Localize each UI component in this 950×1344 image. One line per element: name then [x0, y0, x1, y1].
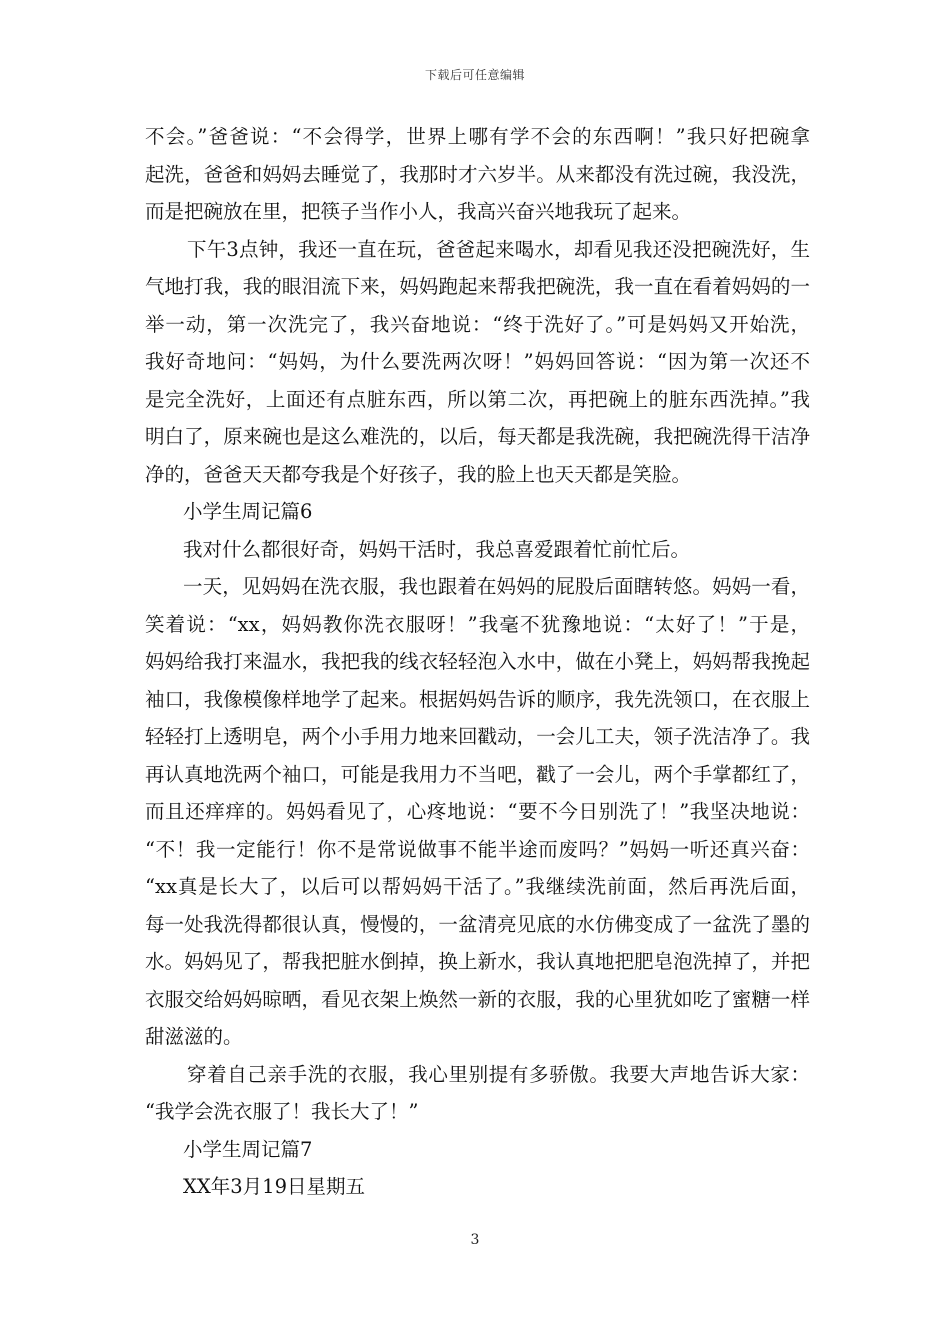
text-line: 我对什么都很好奇，妈妈干活时，我总喜爱跟着忙前忙后。 — [183, 537, 691, 561]
text-line: 一天，见妈妈在洗衣服，我也跟着在妈妈的屁股后面瞎转悠。妈妈一看， — [183, 575, 810, 598]
page-number: 3 — [470, 1232, 480, 1248]
text-line: 明白了，原来碗也是这么难洗的，以后，每天都是我洗碗，我把碗洗得干洁净 — [145, 425, 810, 448]
text-line: 而是把碗放在里，把筷子当作小人，我高兴奋兴地我玩了起来。 — [145, 200, 692, 223]
text-line: “不！我一定能行！你不是常说做事不能半途而废吗？”妈妈一听还真兴奋： — [145, 837, 810, 861]
text-line: 不会。”爸爸说：“不会得学，世界上哪有学不会的东西啊！”我只好把碗拿 — [145, 125, 810, 148]
paragraph — [145, 118, 810, 231]
text-line: 气地打我，我的眼泪流下来，妈妈跑起来帮我把碗洗，我一直在看着妈妈的一 — [145, 275, 810, 298]
text-line: 起洗，爸爸和妈妈去睡觉了，我那时才六岁半。从来都没有洗过碗，我没洗， — [145, 162, 810, 186]
text-line: 妈妈给我打来温水，我把我的线衣轻轻泡入水中，做在小凳上，妈妈帮我挽起 — [145, 650, 810, 673]
text-line: 是完全洗好，上面还有点脏东西，所以第二次，再把碗上的脏东西洗掉。”我 — [145, 387, 810, 411]
text-line: 而且还痒痒的。妈妈看见了，心疼地说：“要不今日别洗了！”我坚决地说： — [145, 800, 810, 823]
section-heading: 小学生周记篇6 — [183, 500, 313, 523]
text-line: 举一动，第一次洗完了，我兴奋地说：“终于洗好了。”可是妈妈又开始洗， — [145, 312, 810, 336]
paragraph — [145, 568, 810, 1056]
text-line: 袖口，我像模像样地学了起来。根据妈妈告诉的顺序，我先洗领口，在衣服上 — [145, 687, 810, 711]
text-line: “xx真是长大了，以后可以帮妈妈干活了。”我继续洗前面，然后再洗后面， — [145, 875, 810, 898]
date-line: XX年3月19日星期五 — [183, 1175, 365, 1198]
text-line: 净的，爸爸天天都夸我是个好孩子，我的脸上也天天都是笑脸。 — [145, 462, 692, 486]
text-line: 衣服交给妈妈晾晒，看见衣架上焕然一新的衣服，我的心里犹如吃了蜜糖一样 — [145, 987, 810, 1011]
text-line: 每一处我洗得都很认真，慢慢的，一盆清亮见底的水仿佛变成了一盆洗了墨的 — [145, 912, 810, 936]
text-line: 水。妈妈见了，帮我把脏水倒掉，换上新水，我认真地把肥皂泡洗掉了，并把 — [145, 950, 810, 973]
text-line: 下午3点钟，我还一直在玩，爸爸起来喝水，却看见我还没把碗洗好，生 — [187, 237, 810, 261]
page-header: 下载后可任意编辑 — [424, 68, 525, 82]
paragraph — [145, 231, 810, 494]
text-line: “我学会洗衣服了！我长大了！” — [145, 1100, 419, 1123]
text-line: 轻轻打上透明皂，两个小手用力地来回戳动，一会儿工夫，领子洗洁净了。我 — [145, 725, 810, 748]
text-line: 甜滋滋的。 — [145, 1025, 243, 1048]
section-heading: 小学生周记篇7 — [183, 1137, 313, 1161]
paragraph — [145, 1056, 810, 1131]
text-line: 我好奇地问：“妈妈，为什么要洗两次呀！”妈妈回答说：“因为第一次还不 — [145, 350, 810, 373]
document-body — [145, 118, 810, 1206]
text-line: 再认真地洗两个袖口，可能是我用力不当吧，戳了一会儿，两个手掌都红了， — [145, 762, 810, 786]
text-line: 穿着自己亲手洗的衣服，我心里别提有多骄傲。我要大声地告诉大家： — [187, 1062, 810, 1086]
text-line: 笑着说：“xx，妈妈教你洗衣服呀！”我毫不犹豫地说：“太好了！”于是， — [145, 612, 810, 636]
